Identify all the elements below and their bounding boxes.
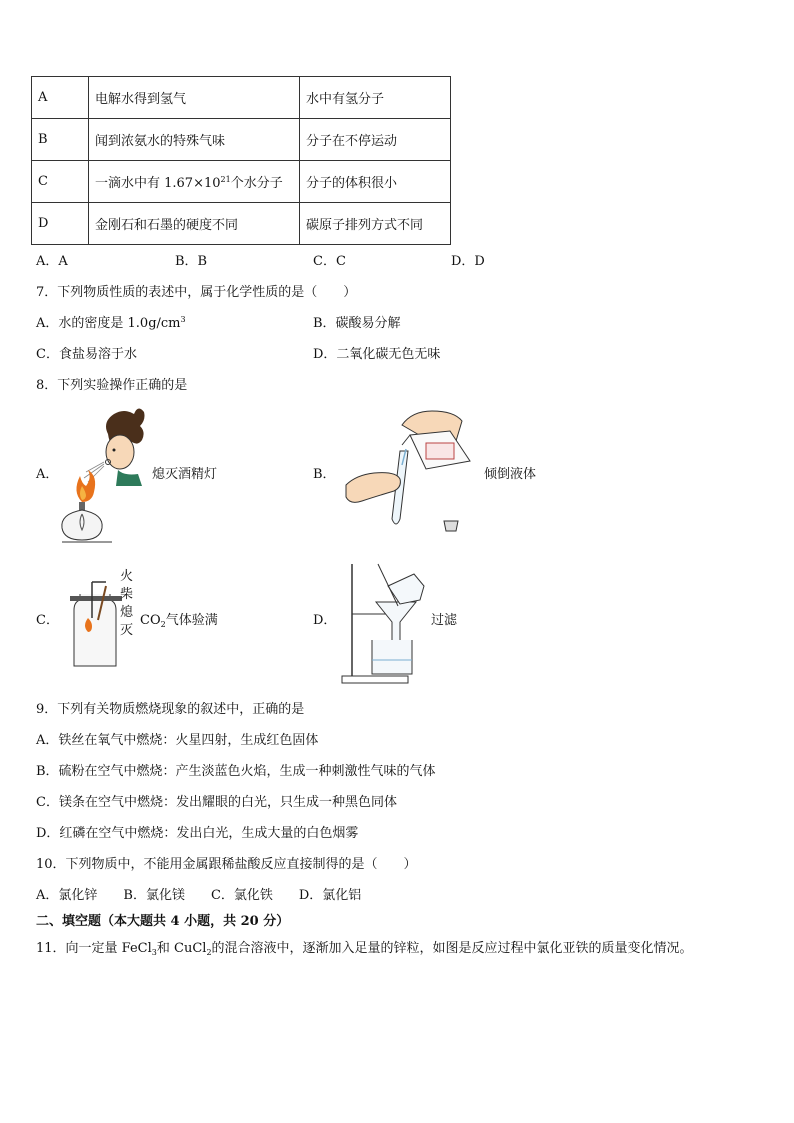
row-fact — [89, 161, 300, 203]
row-fact: 闻到浓氨水的特殊气味 — [89, 119, 300, 161]
q11-stem — [36, 940, 693, 958]
q8-option-c-caption — [140, 612, 218, 630]
co2-test-illustration — [66, 578, 126, 670]
stem-text: 和 CuCl — [156, 941, 207, 956]
q9-option-d[interactable]: D．红磷在空气中燃烧：发出白光，生成大量的白色烟雾 — [36, 826, 359, 841]
hand-lower — [346, 473, 400, 503]
q8-option-c-letter[interactable]: C． — [36, 613, 59, 628]
fact-text: 个水分子 — [230, 176, 283, 191]
q8-option-b-letter[interactable]: B． — [313, 467, 336, 482]
table-row — [32, 119, 451, 161]
q10-stem: 10．下列物质中，不能用金属跟稀盐酸反应直接制得的是（ ） — [36, 857, 417, 872]
match-label-char: 熄 — [120, 605, 134, 620]
q8-option-a-caption: 熄灭酒精灯 — [152, 467, 218, 482]
subscript: 2 — [160, 620, 166, 629]
gas-bottle — [74, 594, 116, 666]
subscript: 2 — [206, 948, 212, 957]
row-explanation: 碳原子排列方式不同 — [300, 203, 451, 245]
bottle-neck — [402, 435, 410, 445]
eye-shape — [113, 449, 116, 452]
q9-option-c[interactable]: C．镁条在空气中燃烧：发出耀眼的白光，只生成一种黑色同体 — [36, 795, 397, 810]
match-label — [120, 568, 134, 640]
row-explanation: 分子在不停运动 — [300, 119, 451, 161]
q7-option-a[interactable] — [36, 315, 186, 333]
fact-text: 一滴水中有 1.67×10 — [95, 176, 221, 191]
flame-shape — [76, 470, 95, 502]
q8-option-d-caption: 过滤 — [431, 613, 458, 628]
stem-text: 的混合溶液中，逐渐加入足量的锌粒，如图是反应过程中氯化亚铁的质量变化情况。 — [211, 941, 693, 956]
q8-option-a-letter[interactable]: A． — [36, 467, 59, 482]
q8-stem: 8．下列实验操作正确的是 — [36, 378, 188, 393]
q6-option-a[interactable]: A．A — [36, 254, 68, 269]
row-key: A — [32, 77, 89, 119]
match-label-char: 灭 — [120, 623, 134, 638]
q6-option-b[interactable]: B．B — [175, 254, 208, 269]
shirt-shape — [116, 470, 142, 486]
subscript: 3 — [151, 948, 157, 957]
q8-option-d-letter[interactable]: D． — [313, 613, 337, 628]
wick-holder — [79, 502, 85, 510]
q10-options[interactable]: A．氯化锌 B．氯化镁 C．氯化铁 D．氯化铝 — [36, 888, 362, 903]
q7-stem: 7．下列物质性质的表述中，属于化学性质的是（ ） — [36, 285, 357, 300]
row-fact: 电解水得到氢气 — [89, 77, 300, 119]
caption-text: CO — [140, 613, 161, 628]
q9-option-a[interactable]: A．铁丝在氧气中燃烧：火星四射，生成红色固体 — [36, 733, 319, 748]
q9-stem: 9．下列有关物质燃烧现象的叙述中，正确的是 — [36, 702, 305, 717]
q8-option-b-caption: 倾倒液体 — [484, 467, 537, 482]
exponent: 3 — [180, 315, 186, 324]
q6-option-c[interactable]: C．C — [313, 254, 346, 269]
row-key: B — [32, 119, 89, 161]
row-key: D — [32, 203, 89, 245]
row-fact: 金刚石和石墨的硬度不同 — [89, 203, 300, 245]
stopper — [444, 521, 458, 531]
row-explanation: 分子的体积很小 — [300, 161, 451, 203]
row-key: C — [32, 161, 89, 203]
filtration-illustration — [340, 560, 428, 686]
section-title: 二、填空题（本大题共 4 小题，共 20 分） — [36, 914, 290, 929]
match-label-char: 火 — [120, 569, 134, 584]
iron-stand-base — [342, 676, 408, 683]
glass-plate — [70, 596, 122, 601]
q7-option-d[interactable]: D．二氧化碳无色无味 — [313, 347, 441, 362]
bottle-label — [426, 443, 454, 459]
q7-option-c[interactable]: C．食盐易溶于水 — [36, 347, 137, 362]
match-label-char: 柴 — [120, 587, 134, 602]
statement-table — [31, 76, 451, 245]
caption-text: 气体验满 — [165, 613, 218, 628]
table-row — [32, 203, 451, 245]
table-row — [32, 77, 451, 119]
q9-option-b[interactable]: B．硫粉在空气中燃烧：产生淡蓝色火焰，生成一种刺激性气味的气体 — [36, 764, 436, 779]
row-explanation: 水中有氢分子 — [300, 77, 451, 119]
stem-text: 11．向一定量 FeCl — [36, 941, 152, 956]
pouring-beaker — [388, 574, 424, 604]
blow-out-lamp-illustration — [60, 410, 150, 545]
q6-option-d[interactable]: D．D — [451, 254, 485, 269]
receiving-beaker — [372, 640, 412, 674]
option-text: A．水的密度是 1.0g/cm — [36, 316, 181, 331]
exponent: 21 — [220, 175, 231, 184]
table-row — [32, 161, 451, 203]
pour-liquid-illustration — [340, 405, 475, 540]
q7-option-b[interactable]: B．碳酸易分解 — [313, 316, 401, 331]
funnel — [376, 602, 416, 646]
